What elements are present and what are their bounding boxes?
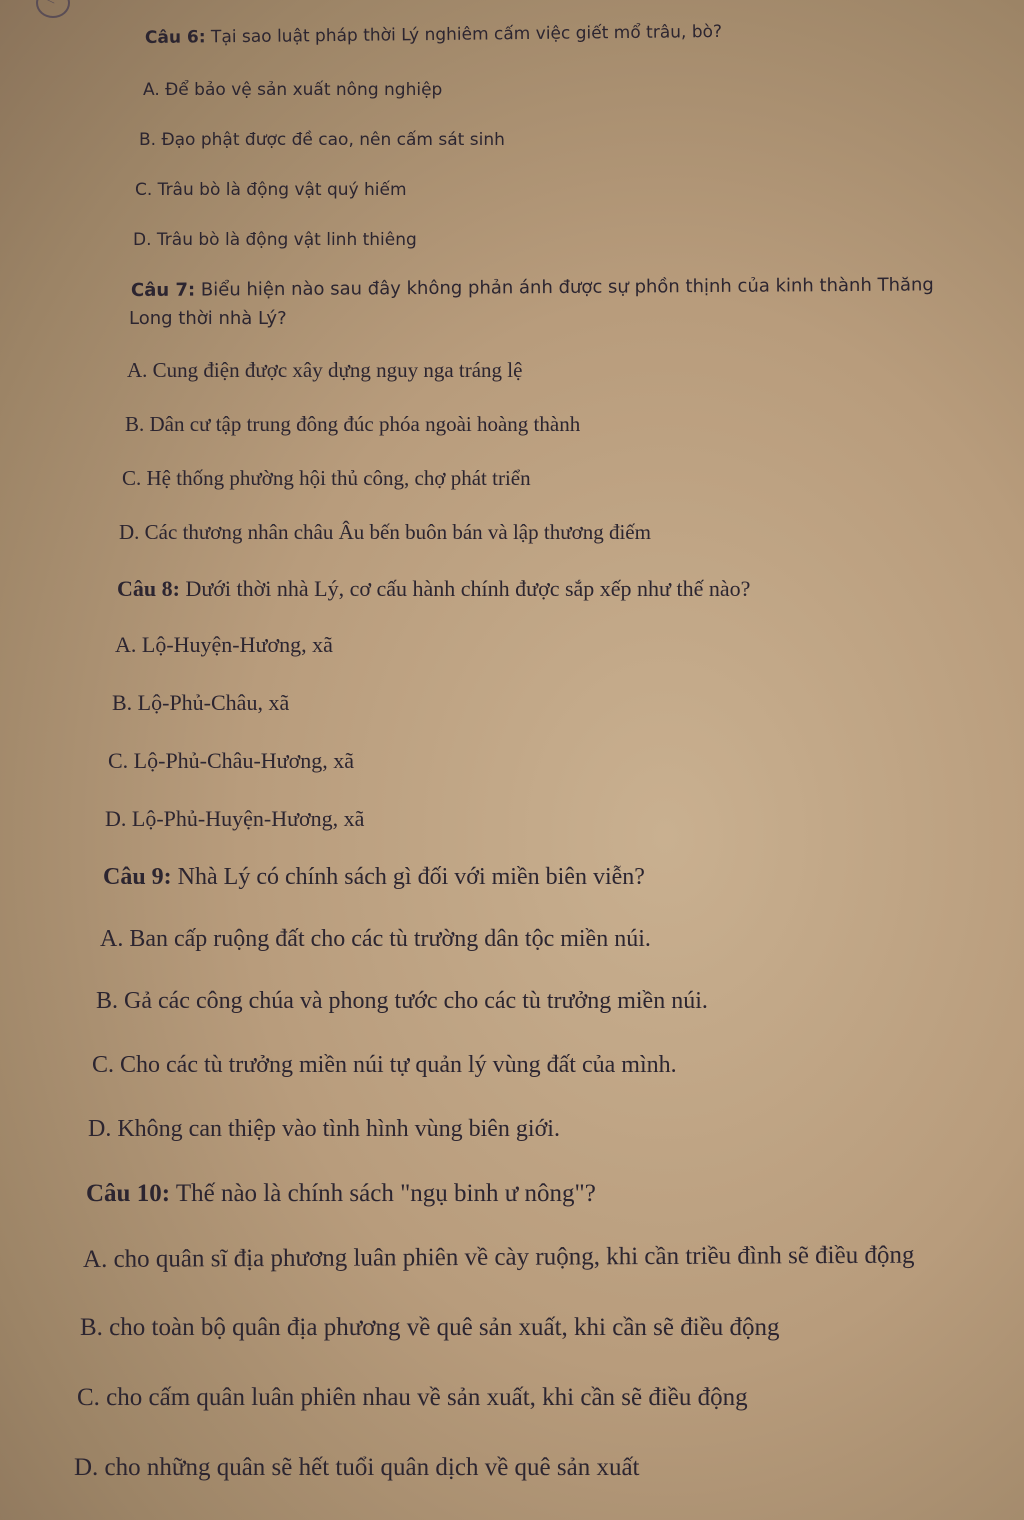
question-6-option-b: B. Đạo phật được đề cao, nên cấm sát sinh [139,130,505,150]
question-8-option-a: A. Lộ-Huyện-Hương, xã [115,632,333,657]
question-7-option-b: B. Dân cư tập trung đông đúc phóa ngoài hoàng thành [125,412,581,436]
question-7-option-a: A. Cung điện được xây dựng nguy nga tráng lệ [127,358,523,382]
question-10-option-a: A. cho quân sĩ địa phương luân phiên về cày ruộng, khi cần triều đình sẽ điều động [82,1241,915,1273]
question-6-text: Tại sao luật pháp thời Lý nghiêm cấm việc giết mổ trâu, bò? [205,21,723,48]
question-6-option-d: D. Trâu bò là động vật linh thiêng [133,230,417,250]
question-10-option-b: B. cho toàn bộ quân địa phương về quê sản xuất, khi cần sẽ điều động [80,1314,780,1341]
question-8 [117,576,750,602]
question-7-text-continued: Long thời nhà Lý? [129,308,287,329]
question-7-text: Biểu hiện nào sau đây không phản ánh được sự phồn thịnh của kinh thành Thăng [195,274,934,301]
question-8-option-d: D. Lộ-Phủ-Huyện-Hương, xã [105,806,365,831]
question-7 [131,274,934,301]
question-10-text: Thế nào là chính sách "ngụ binh ư nông"? [170,1180,596,1207]
question-10-number: Câu 10: [86,1180,171,1207]
question-6 [145,22,722,48]
question-8-option-b: B. Lộ-Phủ-Châu, xã [112,690,290,715]
question-9-option-a: A. Ban cấp ruộng đất cho các tù trường dân tộc miền núi. [100,926,651,952]
circled-arrow-icon [36,0,70,18]
question-10-option-d: D. cho những quân sẽ hết tuổi quân dịch về quê sản xuất [74,1454,640,1481]
question-9-text: Nhà Lý có chính sách gì đối với miền biên viễn? [171,864,645,890]
question-9 [103,864,645,891]
question-10-option-c: C. cho cấm quân luân phiên nhau về sản xuất, khi cần sẽ điều động [77,1384,748,1411]
question-7-option-c: C. Hệ thống phường hội thủ công, chợ phát triển [122,466,531,490]
question-7-number: Câu 7: [130,279,196,301]
question-8-text: Dưới thời nhà Lý, cơ cấu hành chính được sắp xếp như thế nào? [179,576,751,601]
question-9-option-b: B. Gả các công chúa và phong tước cho các tù trưởng miền núi. [96,988,708,1014]
question-6-number: Câu 6: [144,27,206,48]
question-6-option-a: A. Để bảo vệ sản xuất nông nghiệp [143,80,443,100]
question-6-option-c: C. Trâu bò là động vật quý hiếm [135,180,407,200]
question-9-option-c: C. Cho các tù trưởng miền núi tự quản lý vùng đất của mình. [92,1052,677,1078]
question-7-option-d: D. Các thương nhân châu Âu bến buôn bán và lập thương điếm [119,520,651,544]
question-10 [86,1180,596,1208]
question-8-number: Câu 8: [117,576,180,601]
question-9-option-d: D. Không can thiệp vào tình hình vùng biên giới. [88,1116,560,1142]
question-9-number: Câu 9: [103,864,172,890]
question-8-option-c: C. Lộ-Phủ-Châu-Hương, xã [108,748,354,773]
